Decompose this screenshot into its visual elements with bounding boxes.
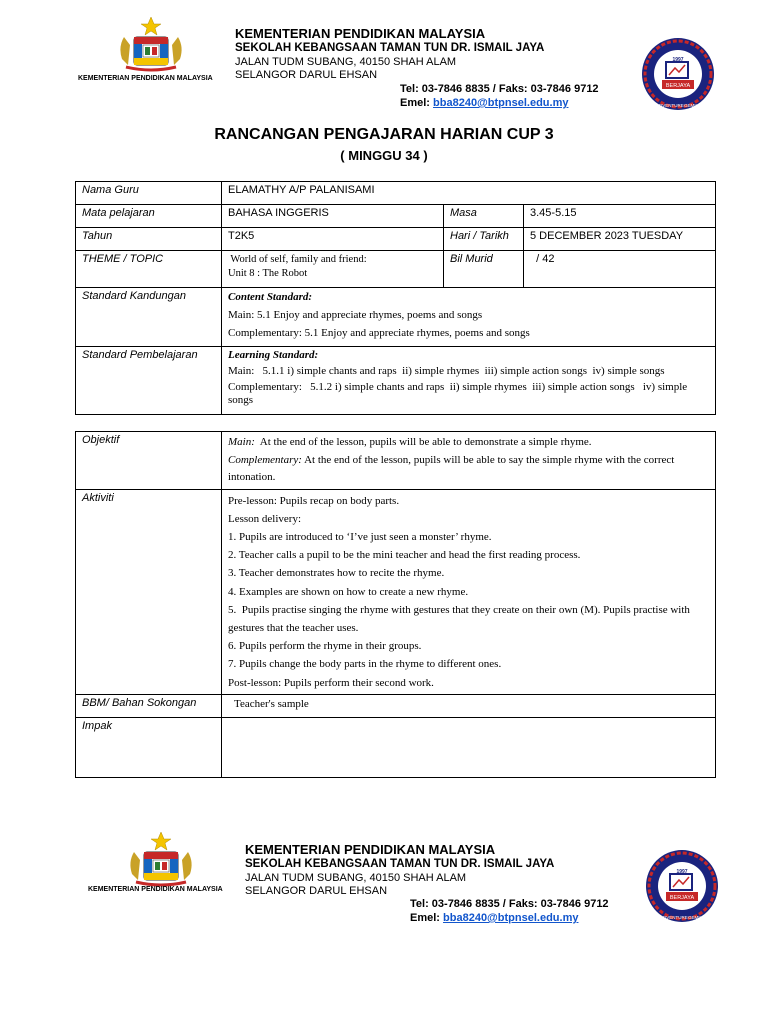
school-badge-icon [640, 848, 724, 926]
objective-main-text: At the end of the lesson, pupils will be able to demonstrate a simple rhyme. [254, 436, 592, 448]
impak-label: Impak [76, 717, 222, 777]
school-badge-icon [636, 36, 720, 114]
learning-standard-complementary: Complementary: 5.1.2 i) simple chants and raps ii) simple rhymes iii) simple action songs iv) simple songs [228, 381, 690, 406]
email-link[interactable]: bba8240@btpnsel.edu.my [443, 912, 579, 924]
address-line-1: JALAN TUDM SUBANG, 40150 SHAH ALAM [245, 872, 467, 884]
standard-pembelajaran-value [222, 347, 716, 415]
address-line-2: SELANGOR DARUL EHSAN [235, 69, 378, 81]
table-row [76, 694, 716, 717]
tahun-value: T2K5 [222, 228, 444, 251]
address-line-2: SELANGOR DARUL EHSAN [245, 885, 388, 897]
badge-motto-left: ADVENTURE [656, 103, 684, 108]
address-line-1: JALAN TUDM SUBANG, 40150 SHAH ALAM [235, 56, 457, 68]
activity-line: 2. Teacher calls a pupil to be the mini teacher and head the first reading process. [228, 549, 581, 562]
nama-guru-value: ELAMATHY A/P PALANISAMI [222, 182, 716, 205]
activity-line: 6. Pupils perform the rhyme in their groups. [228, 640, 422, 653]
email-label: Emel: [410, 912, 440, 924]
activity-line: Pre-lesson: Pupils recap on body parts. [228, 494, 400, 507]
letterhead-bottom [0, 818, 768, 928]
impak-value [222, 717, 716, 777]
ministry-name: KEMENTERIAN PENDIDIKAN MALAYSIA [235, 26, 486, 41]
content-standard-main: Main: 5.1 Enjoy and appreciate rhymes, poems and songs [228, 309, 483, 321]
objective-complementary-label: Complementary: [228, 453, 302, 466]
masa-label: Masa [444, 205, 524, 228]
email-line [400, 97, 568, 109]
activity-line: Lesson delivery: [228, 512, 302, 525]
aktiviti-value [222, 489, 716, 694]
theme-topic-label: THEME / TOPIC [76, 251, 222, 288]
table-row [76, 288, 716, 347]
table-row [76, 205, 716, 228]
mata-pelajaran-value: BAHASA INGGERIS [222, 205, 444, 228]
content-standard-complementary: Complementary: 5.1 Enjoy and appreciate rhymes, poems and songs [228, 327, 530, 339]
theme-line: World of self, family and friend: [228, 254, 367, 265]
table-row [76, 717, 716, 777]
ministry-caption: KEMENTERIAN PENDIDIKAN MALAYSIA [78, 75, 213, 82]
table-row [76, 432, 716, 490]
table-row [76, 251, 716, 288]
email-label: Emel: [400, 97, 430, 109]
objective-complementary-text: At the end of the lesson, pupils will be able to say the simple rhyme with the correct intonation. [228, 453, 675, 483]
badge-motto-left: ADVENTURE [660, 915, 688, 920]
table-row [76, 182, 716, 205]
badge-year: 1997 [676, 869, 688, 875]
lesson-table [75, 431, 716, 778]
ministry-name: KEMENTERIAN PENDIDIKAN MALAYSIA [245, 842, 496, 857]
learning-standard-main: Main: 5.1.1 i) simple chants and raps ii) simple rhymes iii) simple action songs iv) simple songs [228, 365, 665, 377]
badge-year: 1997 [672, 57, 684, 63]
malaysia-coat-of-arms-icon [112, 15, 190, 73]
objektif-label: Objektif [76, 432, 222, 490]
malaysia-coat-of-arms-icon [122, 830, 200, 888]
aktiviti-label: Aktiviti [76, 489, 222, 694]
badge-ribbon: BERJAYA [669, 895, 695, 901]
badge-motto-right: GEMILANG [688, 915, 712, 920]
email-link[interactable]: bba8240@btpnsel.edu.my [433, 97, 569, 109]
tahun-label: Tahun [76, 228, 222, 251]
content-standard-heading: Content Standard: [228, 291, 313, 303]
school-name: SEKOLAH KEBANGSAAN TAMAN TUN DR. ISMAIL JAYA [245, 858, 555, 870]
bil-murid-value: / 42 [524, 251, 716, 288]
activity-line: 3. Teacher demonstrates how to recite the rhyme. [228, 567, 445, 580]
standard-kandungan-label: Standard Kandungan [76, 288, 222, 347]
learning-standard-heading: Learning Standard: [228, 349, 319, 361]
theme-topic-value [222, 251, 444, 288]
table-row [76, 347, 716, 415]
bbm-label: BBM/ Bahan Sokongan [76, 694, 222, 717]
activity-line: 1. Pupils are introduced to ‘I’ve just seen a monster’ rhyme. [228, 530, 492, 543]
mata-pelajaran-label: Mata pelajaran [76, 205, 222, 228]
ministry-caption: KEMENTERIAN PENDIDIKAN MALAYSIA [88, 886, 223, 893]
table-row [76, 228, 716, 251]
activity-line: 4. Examples are shown on how to create a new rhyme. [228, 585, 469, 598]
activity-line: 7. Pupils change the body parts in the rhyme to different ones. [228, 658, 502, 671]
activity-line: Post-lesson: Pupils perform their second work. [228, 676, 434, 689]
phone-fax: Tel: 03-7846 8835 / Faks: 03-7846 9712 [410, 898, 609, 910]
bil-murid-label: Bil Murid [444, 251, 524, 288]
bbm-value: Teacher's sample [222, 694, 716, 717]
badge-ribbon: BERJAYA [665, 83, 691, 89]
objective-main [228, 434, 709, 452]
standard-kandungan-value [222, 288, 716, 347]
hari-tarikh-value: 5 DECEMBER 2023 TUESDAY [524, 228, 716, 251]
hari-tarikh-label: Hari / Tarikh [444, 228, 524, 251]
badge-motto-right: GEMILANG [684, 103, 708, 108]
phone-fax: Tel: 03-7846 8835 / Faks: 03-7846 9712 [400, 83, 599, 95]
topic-line: Unit 8 : The Robot [228, 268, 308, 279]
table-row [76, 489, 716, 694]
masa-value: 3.45-5.15 [524, 205, 716, 228]
school-name: SEKOLAH KEBANGSAAN TAMAN TUN DR. ISMAIL JAYA [235, 42, 545, 54]
email-line [410, 912, 578, 924]
info-table [75, 181, 716, 415]
objektif-value [222, 432, 716, 490]
nama-guru-label: Nama Guru [76, 182, 222, 205]
week-subtitle: ( MINGGU 34 ) [340, 148, 428, 163]
objective-main-label: Main: [228, 436, 255, 448]
standard-pembelajaran-label: Standard Pembelajaran [76, 347, 222, 415]
objective-complementary [228, 452, 709, 487]
letterhead-top [0, 10, 768, 120]
page-title: RANCANGAN PENGAJARAN HARIAN CUP 3 [214, 126, 554, 143]
activity-line: 5. Pupils practise singing the rhyme with gestures that they create on their own (M). Pupils practise with gestures that the teacher uses. [228, 603, 693, 634]
